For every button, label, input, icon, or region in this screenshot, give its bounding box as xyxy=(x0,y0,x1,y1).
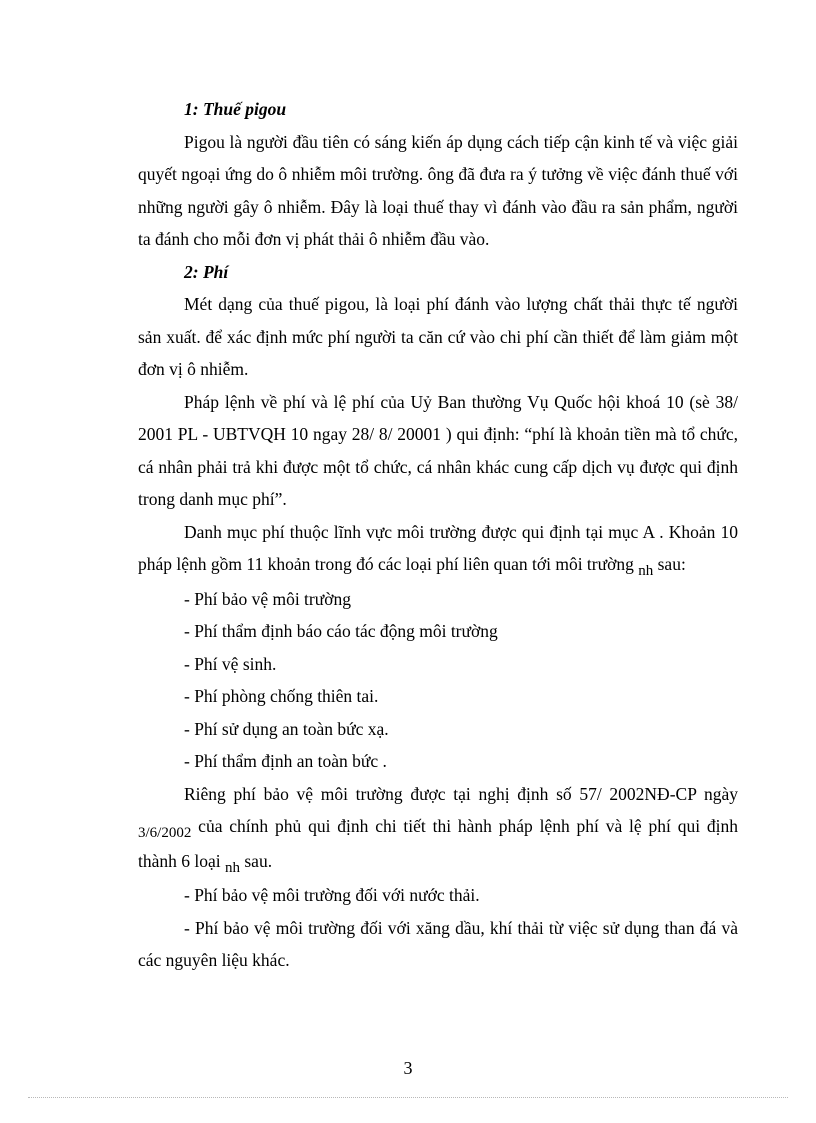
paragraph-nghi-dinh xyxy=(138,778,738,880)
paragraph-pigou: Pigou là người đầu tiên có sáng kiến áp dụng cách tiếp cận kinh tế và việc giải quyết ngoại ứng do ô nhiễm môi trường. ông đã đưa ra ý tưởng về việc đánh thuế với những người gây ô nhiễm. Đây là loại thuế thay vì đánh vào đầu ra sản phẩm, người ta đánh cho mỗi đơn vị phát thải ô nhiễm đầu vào. xyxy=(138,131,738,249)
list-item: - Phí bảo vệ môi trường xyxy=(184,588,351,609)
list-item: - Phí thẩm định an toàn bức . xyxy=(184,751,387,771)
nghi-dinh-text-2: của chính phủ qui định chi tiết thi hành pháp lệnh phí và lệ phí qui định thành 6 loại xyxy=(138,816,738,871)
list-item: - Phí bảo vệ môi trường đối với xăng dầu, khí thải từ việc sử dụng than đá và các nguyên liệu khác. xyxy=(138,917,738,970)
heading-thue-pigou: 1: Thuế pigou xyxy=(184,99,287,119)
list-item: - Phí sử dụng an toàn bức xạ. xyxy=(184,718,389,739)
list-item: - Phí vệ sinh. xyxy=(184,653,277,674)
nghi-dinh-tail: sau. xyxy=(244,850,273,871)
footer-divider xyxy=(28,1097,788,1098)
paragraph-phap-lenh: Pháp lệnh về phí và lệ phí của Uỷ Ban thường Vụ Quốc hội khoá 10 (sè 38/ 2001 PL - UBTVQH 10 ngay 28/ 8/ 20001 ) qui định: “phí là khoản tiền mà tổ chức, cá nhân phải trả khi được một tổ chức, cá nhân khác cung cấp dịch vụ được qui định trong danh mục phí”. xyxy=(138,391,738,509)
paragraph-phi-definition: Mét dạng của thuế pigou, là loại phí đánh vào lượng chất thải thực tế người sản xuất. để xác định mức phí người ta căn cứ vào chi phí cần thiết để làm giảm một đơn vị ô nhiễm. xyxy=(138,294,738,379)
paragraph-danh-muc xyxy=(138,516,738,583)
danh-muc-tail: sau: xyxy=(657,554,686,574)
subscript-nh-2: nh xyxy=(225,859,240,876)
nghi-dinh-text: Riêng phí bảo vệ môi trường được tại nghị định số 57/ 2002NĐ-CP ngày xyxy=(184,783,738,804)
body-text xyxy=(138,93,738,977)
list-item: - Phí bảo vệ môi trường đối với nước thải. xyxy=(184,885,480,905)
subscript-date: 3/6/2002 xyxy=(138,825,192,841)
list-item: - Phí thẩm định báo cáo tác động môi trường xyxy=(184,621,498,641)
subscript-nh: nh xyxy=(638,563,654,579)
page-number: 3 xyxy=(403,1058,413,1078)
danh-muc-text: Danh mục phí thuộc lĩnh vực môi trường được qui định tại mục A . Khoản 10 pháp lệnh gồm 11 khoản trong đó các loại phí liên quan tới môi trường xyxy=(138,521,738,574)
list-item: - Phí phòng chống thiên tai. xyxy=(184,686,379,706)
heading-phi: 2: Phí xyxy=(184,261,229,282)
